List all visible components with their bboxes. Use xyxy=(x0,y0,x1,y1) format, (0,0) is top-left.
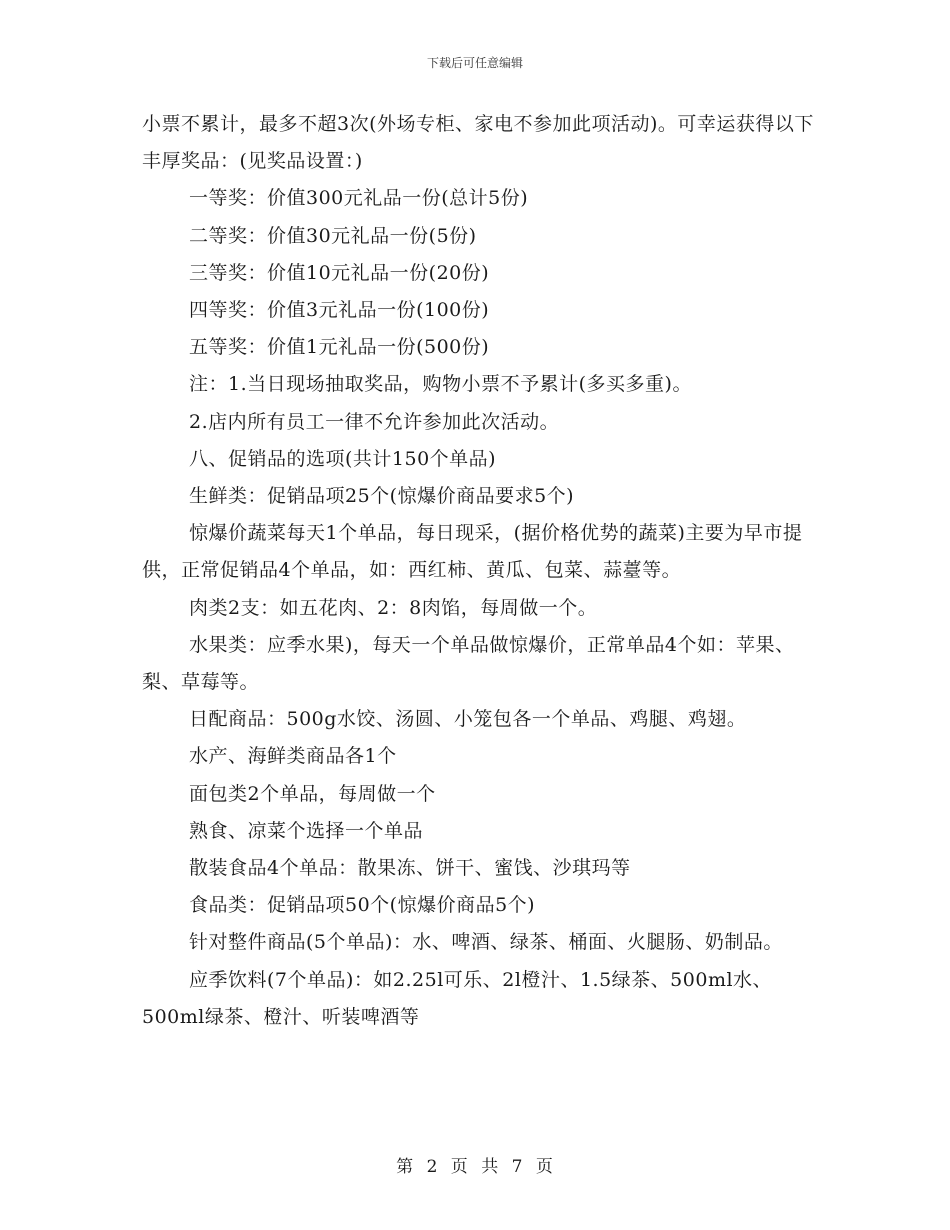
page-header: 下载后可任意编辑 xyxy=(426,56,523,70)
paragraph: 应季饮料(7个单品)：如2.25l可乐、2l橙汁、1.5绿茶、500ml水、500ml绿茶、橙汁、听装啤酒等 xyxy=(142,968,773,1028)
paragraph: 注：1.当日现场抽取奖品，购物小票不予累计(多买多重)。 xyxy=(189,373,692,396)
paragraph: 日配商品：500g水饺、汤圆、小笼包各一个单品、鸡腿、鸡翅。 xyxy=(189,708,747,731)
page-number: 第 2 页 共 7 页 xyxy=(396,1157,554,1177)
paragraph: 2.店内所有员工一律不允许参加此次活动。 xyxy=(189,410,560,433)
paragraph: 面包类2个单品，每周做一个 xyxy=(189,782,436,805)
paragraph: 散装食品4个单品：散果冻、饼干、蜜饯、沙琪玛等 xyxy=(189,857,631,880)
paragraph: 熟食、凉菜个选择一个单品 xyxy=(189,819,424,842)
paragraph: 二等奖：价值30元礼品一份(5份) xyxy=(189,224,477,247)
document-body xyxy=(142,106,822,1036)
paragraph: 生鲜类：促销品项25个(惊爆价商品要求5个) xyxy=(189,485,575,508)
paragraph: 一等奖：价值300元礼品一份(总计5份) xyxy=(189,187,529,210)
paragraph: 水果类：应季水果)，每天一个单品做惊爆价，正常单品4个如：苹果、梨、草莓等。 xyxy=(142,633,795,694)
paragraph: 八、促销品的选项(共计150个单品) xyxy=(189,447,497,470)
paragraph: 四等奖：价值3元礼品一份(100份) xyxy=(189,299,490,322)
paragraph: 肉类2支：如五花肉、2：8肉馅，每周做一个。 xyxy=(189,596,598,619)
paragraph: 水产、海鲜类商品各1个 xyxy=(189,745,397,768)
paragraph: 惊爆价蔬菜每天1个单品，每日现采，(据价格优势的蔬菜)主要为早市提供，正常促销品4个单品，如：西红柿、黄瓜、包菜、蒜薹等。 xyxy=(142,522,803,582)
paragraph: 三等奖：价值10元礼品一份(20份) xyxy=(189,261,490,284)
paragraph: 针对整件商品(5个单品)：水、啤酒、绿茶、桶面、火腿肠、奶制品。 xyxy=(189,931,783,954)
paragraph: 食品类：促销品项50个(惊爆价商品5个) xyxy=(189,894,536,917)
paragraph: 小票不累计，最多不超3次(外场专柜、家电不参加此项活动)。可幸运获得以下丰厚奖品：(见奖品设置：) xyxy=(142,113,814,173)
paragraph: 五等奖：价值1元礼品一份(500份) xyxy=(189,336,490,359)
